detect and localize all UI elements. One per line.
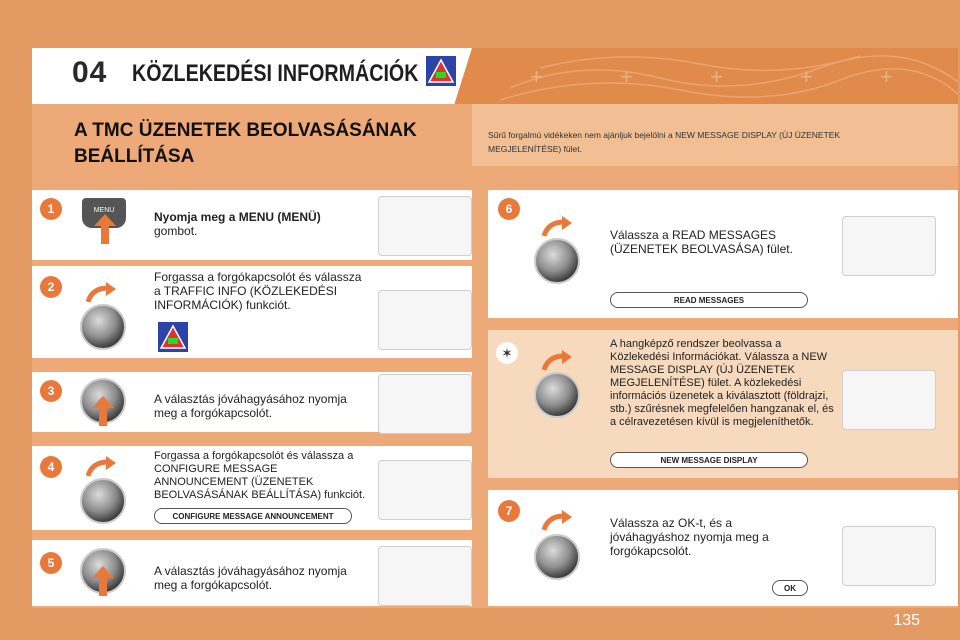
rotary-knob-icon [534, 238, 580, 284]
topographic-decoration [500, 48, 958, 104]
rotary-knob-icon [534, 372, 580, 418]
svg-text:+: + [530, 64, 543, 89]
rotary-knob-icon [80, 304, 126, 350]
radio-panel-icon [842, 526, 936, 586]
step-7-text: Válassza az OK-t, és a jóváhagyáshoz nyomja meg a forgókapcsolót. [610, 516, 769, 558]
traffic-warning-icon [424, 54, 458, 88]
step-5-text: A választás jóváhagyásához nyomja meg a forgókapcsolót. [154, 564, 347, 592]
rotary-knob-icon [80, 478, 126, 524]
rotate-arrow-icon [542, 510, 572, 532]
radio-panel-icon [378, 196, 472, 256]
rotary-knob-icon [534, 534, 580, 580]
radio-panel-icon [842, 370, 936, 430]
svg-text:+: + [880, 64, 893, 89]
step-1-bold: Nyomja meg a MENU (MENÜ) [154, 210, 321, 224]
step-1-badge: 1 [40, 198, 62, 220]
press-arrow-icon [94, 214, 116, 244]
menu-button-icon: MENU [82, 198, 126, 228]
step-1-text-rest: gombot. [154, 224, 198, 238]
step-1-text [154, 210, 354, 238]
traffic-info-icon [156, 320, 190, 354]
radio-panel-icon [378, 290, 472, 350]
read-messages-tab: READ MESSAGES [610, 292, 808, 308]
svg-text:+: + [800, 64, 813, 89]
configure-message-announcement-tab: CONFIGURE MESSAGE ANNOUNCEMENT [154, 508, 352, 524]
new-message-text: A hangképző rendszer beolvassa a Közlekedési Információkat. Válassza a NEW MESSAGE DISPLAY (ÚJ ÜZENETEK MEGJELENÍTÉSE) fület. A közlekedési információs üzenetek a kiválasztott (földrajzi, stb.) szűrésnek megfelelően hangzanak el, és a célravezetésen kívül is megjeleníthetők. [610, 338, 834, 428]
step-6-text: Válassza a READ MESSAGES (ÜZENETEK BEOLVASÁSA) fület. [610, 228, 793, 256]
chapter-number: 04 [72, 56, 108, 89]
ok-tab: OK [772, 580, 808, 596]
section-note: Sűrű forgalmú vidékeken nem ajánljuk bejelölni a NEW MESSAGE DISPLAY (ÚJ ÜZENETEK MEGJELENÍTÉSE) fület. [488, 130, 841, 154]
radio-panel-icon [378, 546, 472, 606]
step-4-badge: 4 [40, 456, 62, 478]
press-arrow-icon [92, 396, 114, 426]
step-6-badge: 6 [498, 198, 520, 220]
step-7-badge: 7 [498, 500, 520, 522]
radio-panel-icon [378, 374, 472, 434]
rotate-arrow-icon [542, 216, 572, 238]
rotate-arrow-icon [542, 350, 572, 372]
step-2-text: Forgassa a forgókapcsolót és válassza a TRAFFIC INFO (KÖZLEKEDÉSI INFORMÁCIÓK) funkciót. [154, 270, 362, 312]
svg-text:+: + [620, 64, 633, 89]
rotate-arrow-icon [86, 282, 116, 304]
step-3-text: A választás jóváhagyásához nyomja meg a forgókapcsolót. [154, 392, 347, 420]
press-arrow-icon [92, 566, 114, 596]
step-5-badge: 5 [40, 552, 62, 574]
page-number: 135 [893, 612, 920, 629]
rotate-arrow-icon [86, 456, 116, 478]
new-message-display-tab: NEW MESSAGE DISPLAY [610, 452, 808, 468]
svg-text:+: + [710, 64, 723, 89]
step-4-text: Forgassa a forgókapcsolót és válassza a CONFIGURE MESSAGE ANNOUNCEMENT (ÜZENETEK BEOLVASÁSÁNAK BEÁLLÍTÁSA) funkciót. [154, 450, 366, 501]
radio-panel-icon [378, 460, 472, 520]
radio-panel-icon [842, 216, 936, 276]
step-2-badge: 2 [40, 276, 62, 298]
section-title: A TMC ÜZENETEK BEOLVASÁSÁNAK BEÁLLÍTÁSA [74, 120, 417, 167]
step-3-badge: 3 [40, 380, 62, 402]
sun-info-icon: ✶ [496, 342, 518, 364]
chapter-title: KÖZLEKEDÉSI INFORMÁCIÓK [132, 60, 419, 87]
